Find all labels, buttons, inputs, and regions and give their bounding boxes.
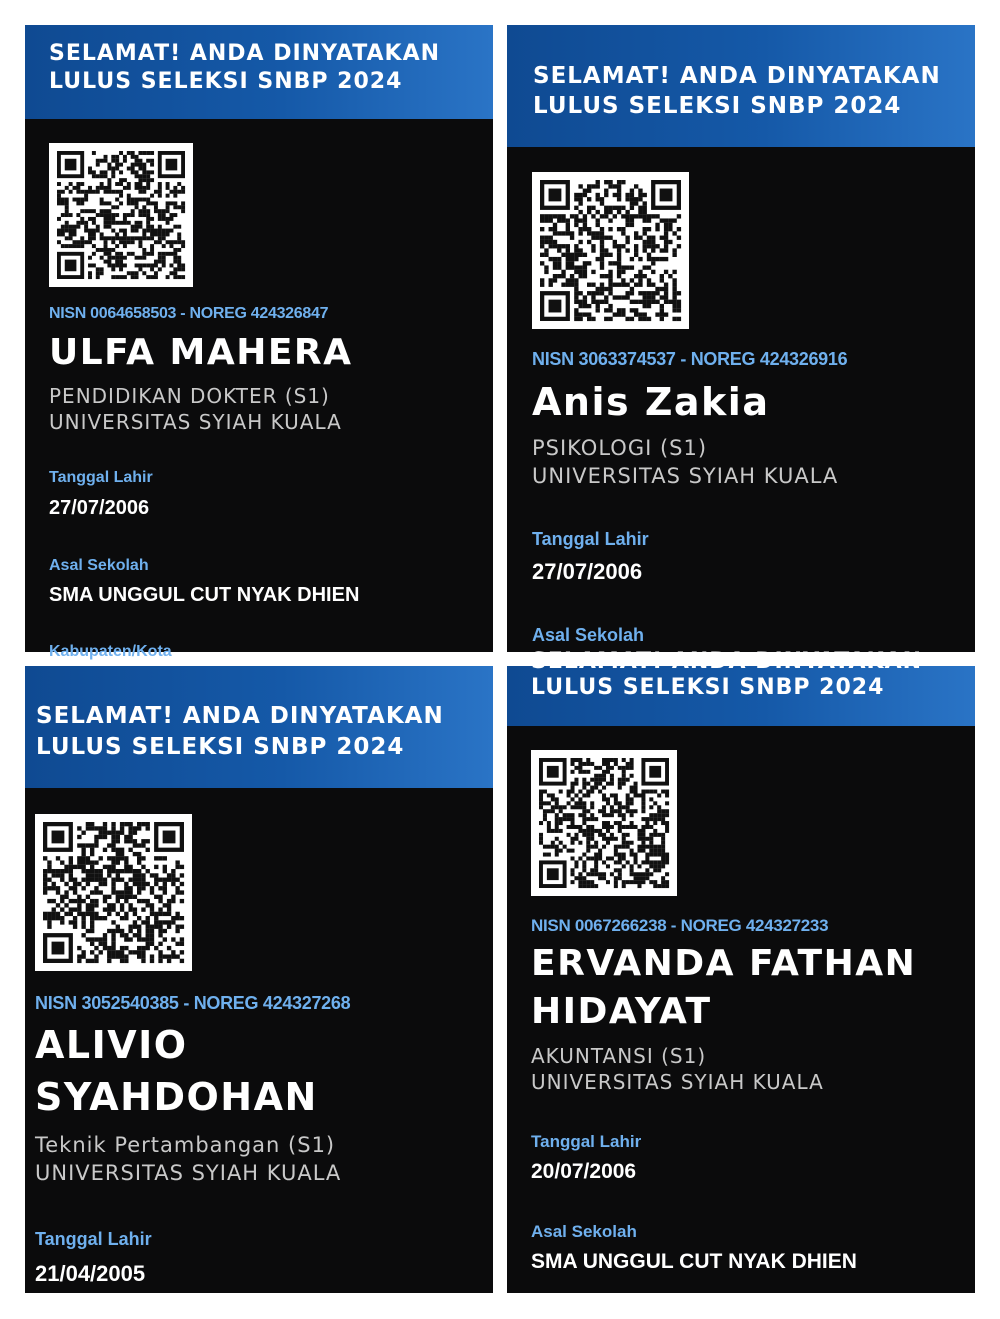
school-value: SMA UNGGUL CUT NYAK DHIEN — [49, 584, 360, 606]
qr-code-icon — [35, 814, 192, 971]
birth-date-label: Tanggal Lahir — [532, 529, 649, 549]
birth-date-value: 27/07/2006 — [532, 559, 643, 584]
qr-code-icon — [532, 172, 689, 329]
university: UNIVERSITAS SYIAH KUALA — [531, 1070, 824, 1094]
header-line-2: LULUS SELEKSI SNBP 2024 — [36, 734, 405, 760]
birth-date-label: Tanggal Lahir — [49, 469, 153, 486]
nisn-noreg: NISN 0064658503 - NOREG 424326847 — [49, 305, 329, 322]
result-header — [25, 666, 493, 788]
student-name-line-2: HIDAYAT — [531, 991, 712, 1032]
birth-date-value: 27/07/2006 — [49, 497, 150, 519]
header-line-1: SELAMAT! ANDA DINYATAKAN — [36, 703, 444, 729]
result-card-2 — [507, 25, 975, 652]
birth-date-value: 20/07/2006 — [531, 1160, 637, 1183]
result-card-4 — [507, 649, 975, 1293]
student-name-line-2: SYAHDOHAN — [35, 1075, 318, 1119]
birth-date-value: 21/04/2005 — [35, 1261, 146, 1286]
header-line-1: SELAMAT! ANDA DINYATAKAN — [533, 63, 941, 89]
student-name-line-1: ERVANDA FATHAN — [531, 943, 917, 984]
student-name-line-1: ALIVIO — [35, 1023, 188, 1067]
university: UNIVERSITAS SYIAH KUALA — [49, 410, 342, 434]
study-program: PSIKOLOGI (S1) — [532, 436, 708, 460]
nisn-noreg: NISN 3052540385 - NOREG 424327268 — [35, 993, 351, 1013]
header-line-1: SELAMAT! ANDA DINYATAKAN — [49, 41, 441, 66]
study-program: Teknik Pertambangan (S1) — [35, 1133, 336, 1157]
result-header — [507, 649, 975, 726]
university: UNIVERSITAS SYIAH KUALA — [35, 1161, 342, 1185]
student-name: ULFA MAHERA — [49, 332, 353, 373]
nisn-noreg: NISN 3063374537 - NOREG 424326916 — [532, 349, 848, 369]
qr-code-icon — [531, 750, 677, 896]
school-label: Asal Sekolah — [531, 1222, 637, 1241]
student-name: Anis Zakia — [532, 380, 770, 424]
birth-date-label: Tanggal Lahir — [35, 1229, 152, 1249]
header-line-1: SELAMAT! ANDA DINYATAKAN — [531, 649, 923, 674]
qr-code-icon — [49, 143, 193, 287]
birth-date-label: Tanggal Lahir — [531, 1132, 642, 1151]
study-program: AKUNTANSI (S1) — [531, 1044, 707, 1068]
header-line-2: LULUS SELEKSI SNBP 2024 — [533, 93, 902, 119]
study-program: PENDIDIKAN DOKTER (S1) — [49, 384, 330, 408]
nisn-noreg: NISN 0067266238 - NOREG 424327233 — [531, 916, 829, 935]
school-value: SMA UNGGUL CUT NYAK DHIEN — [531, 1250, 857, 1273]
result-card-3 — [25, 666, 493, 1293]
result-card-1 — [25, 25, 493, 660]
district-label: Kabupaten/Kota — [49, 643, 172, 660]
school-label: Asal Sekolah — [532, 625, 645, 645]
result-header — [507, 25, 975, 147]
school-label: Asal Sekolah — [49, 557, 149, 574]
header-line-2: LULUS SELEKSI SNBP 2024 — [531, 675, 885, 700]
university: UNIVERSITAS SYIAH KUALA — [532, 464, 839, 488]
result-header — [25, 25, 493, 119]
header-line-2: LULUS SELEKSI SNBP 2024 — [49, 69, 403, 94]
